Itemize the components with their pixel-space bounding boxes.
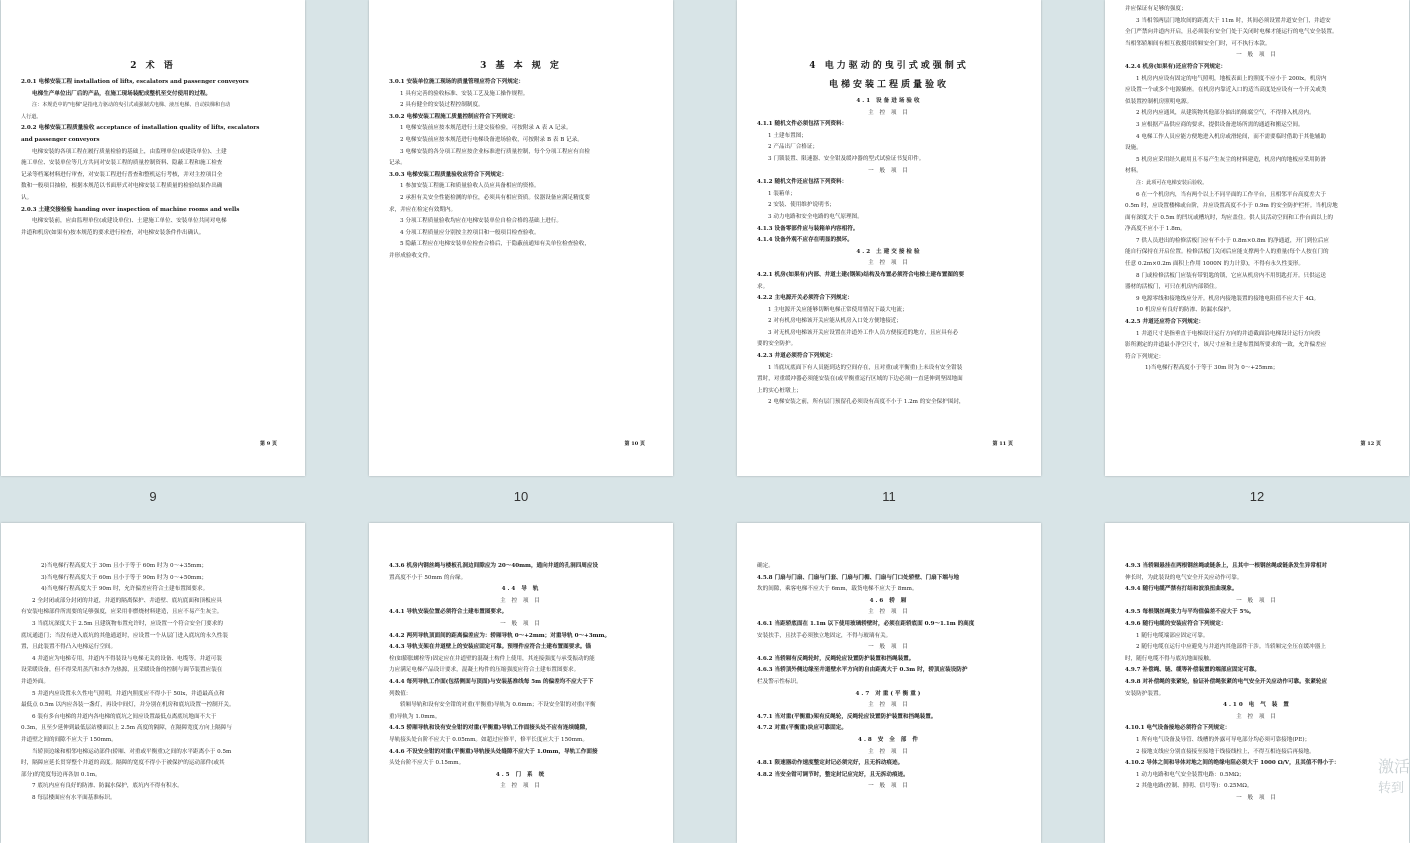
text-line: 认。 [21, 194, 33, 201]
text-line: 4.6 轿 厢 [869, 597, 909, 604]
page-heading: 2 术 语 [130, 61, 176, 71]
text-line: 4.3.6 机房内钢丝绳与楼板孔洞边间隙应为 20～40mm，通向井道的孔洞四周应设 [389, 563, 599, 569]
page-footer: 第 9 页 [260, 441, 277, 447]
text-line: 6 装有多台电梯的井道内各电梯的底坑之间应设置最低点离底坑地面不大于 [32, 713, 217, 720]
text-line: 4.6.3 当轿顶外侧边缘至井道壁水平方向的自由距离大于 0.3m 时，轿顶应装设防护 [757, 667, 968, 674]
text-line: 注：此项可在电梯安装后验收。 [1136, 179, 1208, 186]
text-line: 4.4.5 轿厢导轨和设有安全钳的对重(平衡重)导轨工作面接头处不应有连续缝隙， [389, 725, 591, 732]
text-line: 4.4.2 两列导轨顶面间的距离偏差应为：轿厢导轨 0～+2mm；对重导轨 0～+3mm。 [389, 632, 611, 639]
text-line: 4.9.3 当轿厢悬挂在两根钢丝绳或链条上，且其中一根钢丝绳或链条发生异常相对 [1125, 563, 1328, 569]
text-line: 3 电梯安装的各分项工程应按企业标准进行质量控制，每个分项工程应有自检 [400, 148, 590, 155]
text-line: 电梯安装前，应由监理单位(或建设单位)、土建施工单位、安装单位共同对电梯 [32, 218, 227, 225]
text-line: 一 般 项 目 [1236, 597, 1278, 604]
text-line: 求，并应在检定有效期内。 [389, 206, 457, 213]
text-line: 轿厢导轨和设有安全钳的对重(平衡重)导轨为 0.6mm；不设安全钳的对重(平衡 [400, 702, 596, 709]
text-line: 4.4.3 导轨支架在井道壁上的安装应固定可靠。预埋件应符合土建布置图要求。锚 [389, 644, 592, 651]
text-line: 数和一般项目抽检，根据本规范以书面形式对电梯安装工程质量的检验结果作出确 [21, 183, 223, 190]
page-thumbnail[interactable] [369, 523, 673, 843]
text-line: 2.0.1 电梯安装工程 installation of lifts, escalators and passenger conveyors [21, 79, 249, 85]
text-line: 2 产品出厂合格证； [768, 144, 819, 151]
text-line: 主 控 项 目 [1236, 713, 1278, 720]
text-line: 4.6.1 当距轿底面在 1.1m 以下使用玻璃轿壁时，必须在距轿底面 0.9～1.1m 的高度 [757, 620, 975, 627]
text-line: 4.9.6 随行电缆的安装应符合下列规定： [1125, 620, 1227, 627]
text-line: 4.7.2 对重(平衡重)块应可靠固定。 [757, 725, 847, 732]
text-line: 4 电梯工作人员应能方便地进入机房或滑轮间，而不需要临时借助于其他辅助 [1136, 133, 1326, 140]
text-line: 一 般 项 目 [1236, 794, 1278, 801]
text-line: 4.7 对重(平衡重) [855, 690, 923, 697]
text-line: 4.2.1 机房(如果有)内部、井道土建(钢架)结构及布置必须符合电梯土建布置图的要 [757, 271, 965, 278]
text-line: 全门严禁向井道内开启，且必须装有安全门处于关闭时电梯才能运行的电气安全装置。 [1125, 29, 1338, 36]
text-line: 伸长时，为此装设的电气安全开关应动作可靠。 [1125, 574, 1243, 581]
watermark-line-1: 激活 [1377, 757, 1410, 776]
text-line: 10 机房应有良好的防渗、防漏水保护。 [1136, 307, 1235, 314]
text-line: 并形成验收文件。 [389, 252, 434, 259]
text-line: 4.5 门 系 统 [495, 771, 547, 778]
text-line: 任意 0.2m×0.2m 面积上作用 1000N 的力计算)，不得有永久性变形。 [1125, 261, 1304, 268]
text-line: 4.9.7 补偿绳、链、缆等补偿装置的端部应固定可靠。 [1125, 667, 1260, 674]
text-line: 上的实心桩墩上； [757, 387, 802, 394]
text-line: 净高度不应小于 1.8m。 [1125, 226, 1186, 233]
text-line: 4.4.1 导轨安装位置必须符合土建布置图要求。 [389, 609, 508, 616]
text-line: 6 在一个机房内，当有两个以上不同平面的工作平台，且相邻平台高度差大于 [1136, 191, 1326, 198]
text-line: 符合下列规定： [1125, 353, 1165, 360]
text-line: 主 控 项 目 [868, 260, 910, 267]
page-thumbnail[interactable] [1, 523, 305, 843]
text-line: 1)当电梯行程高度小于等于 30m 时为 0～+25mm； [1145, 365, 1279, 372]
text-line: 7 供人员进出的检修活板门应有不小于 0.8m×0.8m 的净通道，开门到位后应 [1136, 237, 1330, 244]
text-line: 一 般 项 目 [868, 783, 910, 790]
text-line: 4 分项工程质量应分别按主控项目和一般项目检查验收。 [400, 229, 540, 236]
text-line: 0.3m，且至少延伸到最低层站楼面以上 2.5m 高度的隔障，在隔障宽度方向上隔障与 [21, 725, 232, 732]
text-line: 4.2.5 井道还应符合下列规定： [1125, 319, 1205, 326]
page-heading: 3 基 本 规 定 [480, 61, 562, 71]
text-line: and passenger conveyors [21, 136, 100, 143]
text-line: 2 其他电路(控制、照明、信号等)：0.25MΩ。 [1136, 783, 1253, 790]
page-heading: 电梯安装工程质量验收 [828, 80, 949, 90]
text-line: 1 动力电路和电气安全装置电路：0.5MΩ； [1136, 771, 1245, 778]
text-line: 栓(如膨胀螺栓等)固定应在井道壁的混凝土构件上使用，其连接强度与承受振动的能 [389, 655, 595, 662]
text-line: 1 井道尺寸是指垂直于电梯设计运行方向的井道截面沿电梯设计运行方向投 [1136, 330, 1321, 337]
text-line: 4.2.3 井道必须符合下列规定： [757, 353, 837, 360]
text-line: 当轿顶边缘和相邻电梯运动部件(轿厢、对重或平衡重)之间的水平距离小于 0.5m [32, 748, 232, 755]
text-line: 3.0.3 电梯安装工程质量验收应符合下列规定： [389, 171, 508, 178]
text-line: 设施。 [1125, 145, 1142, 152]
text-line: 5 机房应采用经久耐用且不易产生灰尘的材料建造，机房内的地板应采用防滑 [1136, 156, 1326, 163]
text-line: 主 控 项 目 [500, 783, 542, 790]
text-line: 井道壁之间的间隙不应大于 150mm。 [21, 736, 117, 743]
text-line: 主 控 项 目 [868, 748, 910, 755]
text-line: 3 应根据产品供应商的要求，提供设备进场所需的通道和搬运空间。 [1136, 121, 1304, 128]
activation-watermark [1378, 756, 1410, 800]
text-line: 4.2 土建交接检验 [856, 248, 922, 255]
text-line: 2 具有健全的安装过程控制制度。 [400, 102, 484, 109]
text-line: 面有深度大于 0.5m 的凹坑或槽坑时，均应盖住。供人员活动空间和工作台面以上的 [1125, 214, 1333, 221]
text-line: 一 般 项 目 [868, 167, 910, 174]
text-line: 一 般 项 目 [868, 644, 910, 651]
text-line: 1 机房内应设有固定的电气照明，地板表面上的照度不应小于 200lx。机房内 [1136, 75, 1327, 82]
text-line: 1 随行电缆端部应固定可靠。 [1136, 632, 1209, 639]
text-line: 4.2.4 机房(如果有)还应符合下列规定： [1125, 63, 1227, 70]
text-line: 2 安装、使用维护说明书； [768, 202, 835, 209]
text-line: 并应保证有足够的强度； [1125, 6, 1187, 12]
text-line: 记录等档案材料进行审查，对安装工程进行普查和整机运行考核，并对主控项目全 [21, 171, 223, 178]
text-line: 0.5m 时，应设置楼梯或台阶，并应设置高度不小于 0.9m 的安全防护栏杆。当机房地 [1125, 203, 1338, 210]
text-line: 重)导轨为 1.0mm。 [389, 713, 441, 720]
text-line: 2.0.3 土建交接检验 handing over inspection of machine rooms and wells [21, 206, 240, 213]
text-line: 2 电梯安装前应按本规范进行电梯设备进场验收，可按附录 B 表 B 记录。 [400, 136, 583, 143]
text-line: 注：本规范中的"电梯"是指电力驱动的曳引式或强制式电梯、液压电梯、自动扶梯和自动 [32, 102, 231, 109]
text-line: 置，且此装置不得凸入电梯运行空间。 [21, 644, 117, 651]
text-line: 3)当电梯行程高度大于 60m 且小于等于 90m 时为 0～+50mm； [41, 574, 208, 581]
text-line: 列数值： [389, 690, 412, 697]
text-line: 2)当电梯行程高度大于 30m 且小于等于 60m 时为 0～+35mm； [41, 563, 208, 569]
page-thumbnail[interactable] [1105, 523, 1409, 843]
page-thumbnail[interactable] [369, 0, 673, 476]
text-line: 当相邻轿厢间有相互救援用轿厢安全门时，可不执行本款。 [1125, 40, 1271, 47]
text-line: 井道外面。 [21, 678, 49, 685]
text-line: 4.8 安 全 部 件 [858, 736, 920, 743]
text-line: 安装扶手，且扶手必须独立地固定，不得与玻璃有关。 [757, 632, 892, 639]
page-thumbnail[interactable] [737, 523, 1041, 843]
page-thumbnail[interactable] [737, 0, 1041, 476]
text-line: 1 具有完善的验收标准、安装工艺及施工操作规程。 [400, 90, 529, 97]
text-line: 置高度不小于 50mm 的台缘。 [389, 574, 467, 581]
text-line: 导轨接头处台阶不应大于 0.05mm。如超过应修平，修平长度应大于 150mm。 [389, 736, 588, 743]
text-line: 主 控 项 目 [500, 597, 542, 604]
text-line: 人行道。 [21, 113, 42, 120]
text-line: 1 当底坑底面下有人员能到达的空间存在，且对重(或平衡重)上未设有安全钳装 [768, 364, 963, 371]
text-line: 4.4 导 轨 [501, 586, 541, 593]
text-line: 应设置一个或多个电源插座。在机房内靠近入口的适当高度处应设有一个开关或类 [1125, 87, 1327, 94]
text-line: 栏及警示性标识。 [757, 678, 802, 685]
page-footer: 第 10 页 [624, 441, 645, 447]
page-heading: 4 电力驱动的曳引式或强制式 [809, 61, 969, 71]
text-line: 置时，对重缓冲器必须能安装在(或平衡重运行区域的下边必须)一直延伸到坚固地面 [757, 376, 963, 383]
text-line: 2 全封闭或部分封闭的井道，井道的隔离保护、井道壁、底坑底面和顶板应具 [32, 597, 222, 604]
text-line: 部分)的宽度每边再各加 0.1m。 [21, 771, 101, 778]
text-line: 4.7.1 当对重(平衡重)架有反绳轮，反绳轮应设置防护装置和挡绳装置。 [757, 713, 937, 720]
text-line: 电梯安装的各项工程在履行质量检验的基础上，由监理单位(或建设单位)、土建 [32, 148, 227, 155]
text-line: 2 对有机房电梯该开关应能从机房入口处方便地接近； [768, 318, 902, 325]
text-line: 4.9.8 对补偿绳的张紧轮，验证补偿绳张紧的电气安全开关应动作可靠。张紧轮应 [1125, 678, 1328, 685]
page-number-label: 10 [513, 489, 529, 504]
text-line: 力应满足电梯产品设计要求，混凝土构件的压缩强度应符合土建布置图要求。 [389, 667, 580, 674]
text-line: 能自行保持在开启位置。检修活板门关闭后应能支撑两个人的重量(每个人按在门的 [1125, 249, 1329, 256]
page-number-label: 9 [149, 489, 157, 504]
text-line: 1 所有电气设备及导管、线槽的外露可导电部分均必须可靠接地(PE)； [1136, 736, 1311, 743]
text-line: 4.1 设备进场验收 [856, 98, 922, 104]
text-line: 4.4.6 不设安全钳的对重(平衡重)导轨接头处缝隙不应大于 1.0mm，导轨工作面接 [389, 748, 598, 755]
text-line: 时，隔障应延长贯穿整个井道的高度。隔障的宽度不得小于被保护的运动部件(或其 [21, 760, 225, 767]
page-number-label: 12 [1249, 489, 1265, 504]
text-line: 4.8.2 当安全钳可调节时，整定封记应完好，且无拆动痕迹。 [757, 771, 909, 778]
text-line: 2 接地支线应分别直接接至接地干线接线柱上，不得互相连接后再接地。 [1136, 748, 1315, 755]
text-line: 4.5.8 门扇与门扇、门扇与门套、门扇与门楣、门扇与门口处轿壁、门扇下端与地 [757, 574, 960, 581]
text-line: 5 隐蔽工程应在电梯安装单位检查合格后，于隐蔽前通知有关单位检查验收， [400, 241, 590, 248]
text-line: 2 电梯安装之前，所有层门预留孔必须设有高度不小于 1.2m 的安全保护围封， [768, 399, 965, 406]
page-footer: 第 11 页 [992, 441, 1013, 447]
text-line: 一 般 项 目 [1236, 52, 1278, 59]
text-line: 坎的间隙，乘客电梯不应大于 6mm，载货电梯不应大于 8mm。 [757, 586, 918, 593]
text-line: 2 随行电缆在运行中应避免与井道内其他部件干涉。当轿厢完全压在缓冲器上 [1136, 644, 1326, 651]
page-thumbnail[interactable] [1105, 0, 1409, 476]
text-line: 4.10.1 电气设备接地必须符合下列规定： [1125, 725, 1231, 732]
text-line: 7 底坑内应有良好的防渗、防漏水保护，底坑内不得有积水。 [32, 783, 183, 790]
text-line: 4.8.1 限速器动作速度整定封记必须完好，且无拆动痕迹。 [757, 760, 904, 767]
text-line: 4.9.5 每根钢丝绳张力与平均值偏差不应大于 5%。 [1125, 609, 1255, 616]
text-line: 1 土建布置图； [768, 132, 807, 139]
text-line: 3 分项工程质量验收均应在电梯安装单位自检合格的基础上进行。 [400, 218, 562, 225]
text-line: 井道和机房(如果有)按本规范的要求进行检查，对电梯安装条件作出确认。 [21, 229, 205, 236]
text-line: 记录。 [389, 160, 406, 167]
text-line: 4.10.2 导体之间和导体对地之间的绝缘电阻必须大于 1000 Ω/V，且其值不得小于： [1125, 760, 1340, 767]
text-line: 4.1.4 设备外观不应存在明显的损坏。 [757, 237, 853, 244]
text-line: 似装置控制机房照明电源。 [1125, 98, 1193, 105]
page-thumbnail[interactable] [1, 0, 305, 476]
text-line: 4 井道应为电梯专用，井道内不得装设与电梯无关的设备、电缆等。井道可装 [32, 655, 222, 662]
watermark-line-2: 转到 [1377, 781, 1404, 796]
text-line: 2 机房内应通风，从建筑物其他部分抽出的陈腐空气，不得排入机房内。 [1136, 110, 1315, 117]
text-line: 8 每层楼面应有水平面基准标识。 [32, 794, 116, 801]
page-number-label: 11 [882, 489, 896, 504]
text-line: 1 电梯安装前应按本规范进行土建交接检验，可按附录 A 表 A 记录。 [400, 125, 572, 132]
text-line: 3 对无机房电梯该开关应设置在井道外工作人员方便接近的地方，且应具有必 [768, 329, 958, 336]
text-line: 8 门或检修活板门应装有带钥匙的锁，它应从机房内不用钥匙打开。只供运送 [1136, 272, 1326, 279]
text-line: 9 电源零线和接地线应分开。机房内接地装置的接地电阻值不应大于 4Ω。 [1136, 295, 1320, 302]
text-line: 一 般 项 目 [500, 620, 542, 627]
text-line: 4.1.2 随机文件还应包括下列资料： [757, 179, 848, 186]
text-line: 主 控 项 目 [868, 702, 910, 709]
text-line: 材料。 [1125, 168, 1142, 175]
text-line: 4.2.2 主电源开关必须符合下列规定： [757, 295, 853, 302]
text-line: 4)当电梯行程高度大于 90m 时，允许偏差应符合土建布置图要求。 [41, 586, 209, 593]
text-line: 2 承担有关安全性能检测的单位，必须具有相应资质。仪器设备应满足精度要 [400, 194, 590, 201]
text-line: 3.0.2 电梯安装工程施工质量控制应符合下列规定： [389, 113, 519, 120]
text-line: 安装防护装置。 [1125, 690, 1165, 697]
text-line: 3 动力电路和安全电路的电气原理图。 [768, 213, 863, 220]
text-line: 时，随行电缆不得与底坑地面接触。 [1125, 655, 1215, 662]
text-line: 头处台阶不应大于 0.15mm。 [389, 760, 465, 767]
text-line: 4.9.4 随行电缆严禁有打结和波浪扭曲现象。 [1125, 586, 1238, 593]
text-line: 电梯生产单位出厂后的产品，在施工现场装配成整机至交付使用的过程。 [32, 90, 212, 97]
text-line: 底坑通道门；当没有进入底坑的其他通道时，应设置一个从层门进入底坑的永久性装 [21, 632, 228, 639]
text-line: 5 井道内应设置永久性电气照明，井道内照度应不得小于 50lx，井道最高点和 [32, 690, 225, 697]
text-line: 3.0.1 安装单位施工现场的质量管理应符合下列规定： [389, 79, 524, 85]
text-line: 求。 [757, 283, 769, 290]
text-line: 3 当底坑深度大于 2.5m 且建筑物布置允许时，应设置一个符合安全门要求的 [32, 620, 223, 627]
text-line: 3 门锁装置、限速器、安全钳及缓冲器的型式试验证书复印件。 [768, 155, 925, 162]
text-line: 设采暖设备，但不得采用蒸汽和水作为热源，且采暖设备的控制与调节装置应装在 [21, 667, 223, 674]
text-line: 4.1.1 随机文件必须包括下列资料： [757, 121, 848, 128]
text-line: 1 主电源开关应能够切断电梯正常使用情况下最大电流； [768, 306, 908, 313]
text-line: 主 控 项 目 [868, 609, 910, 616]
text-line: 要的安全防护。 [757, 341, 797, 348]
text-line: 最低点 0.5m 以内应各装一盏灯，再设中间灯，并分别在机房和底坑设置一控制开关。 [21, 702, 235, 709]
text-line: 4.1.3 设备零部件应与装箱单内容相符。 [757, 225, 859, 232]
text-line: 确定。 [757, 563, 774, 569]
text-line: 器材的活板门，可只在机房内部锁住。 [1125, 284, 1221, 291]
text-line: 3 当相邻两层门地坎间的距离大于 11m 时，其间必须设置井道安全门，井道安 [1136, 17, 1331, 24]
text-line: 1 装箱单； [768, 190, 796, 197]
text-line: 主 控 项 目 [868, 109, 910, 116]
text-line: 施工单位、安装单位等几方共同对安装工程的质量控制资料、隐蔽工程和施工检查 [21, 160, 223, 167]
text-line: 4.10 电 气 装 置 [1223, 702, 1291, 709]
text-line: 4.4.4 每列导轨工作面(包括侧面与顶面)与安装基准线每 5m 的偏差均不应大于下 [389, 678, 594, 685]
text-line: 有安装电梯部件所需要的足够强度，应采用非燃烧材料建造，且应不易产生灰尘。 [21, 609, 223, 616]
text-line: 2.0.2 电梯安装工程质量验收 acceptance of installation quality of lifts, escalators [21, 125, 260, 132]
text-line: 影所测定的井道最小净空尺寸，该尺寸应和土建布置图所要求的一致，允许偏差应 [1125, 342, 1327, 349]
text-line: 4.6.2 当轿厢有反绳轮时，反绳轮应设置防护装置和挡绳装置。 [757, 655, 915, 662]
page-footer: 第 12 页 [1360, 441, 1381, 447]
text-line: 1 参加安装工程施工和质量验收人员应具备相应的资格。 [400, 183, 540, 190]
